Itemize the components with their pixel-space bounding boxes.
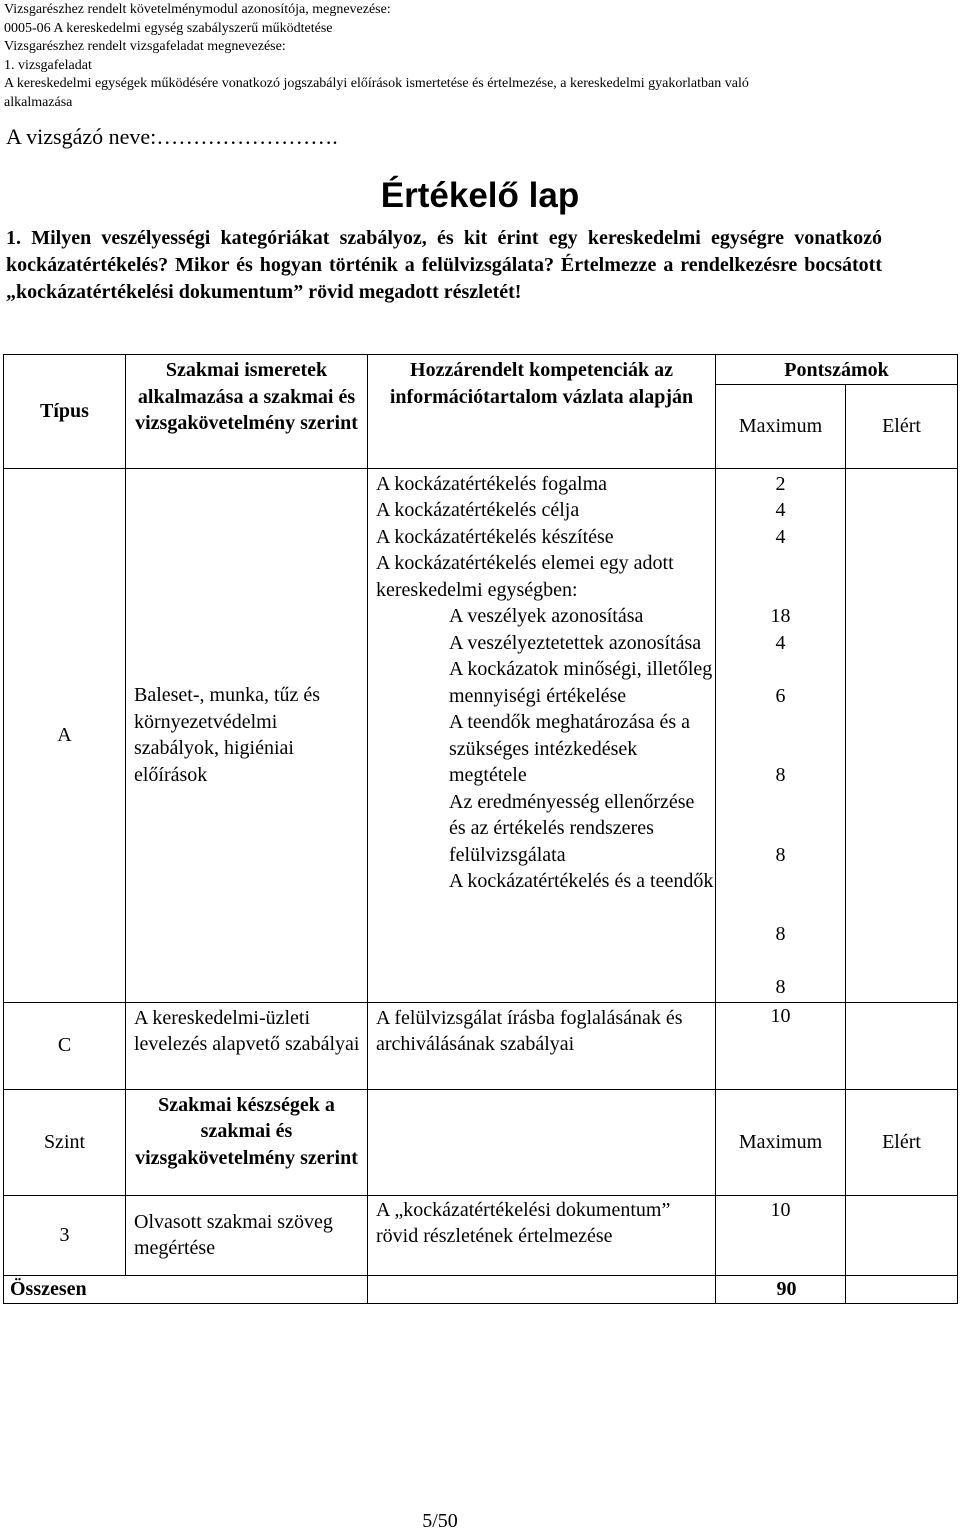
points-value: 4 (775, 631, 786, 654)
total-achieved (846, 1275, 958, 1303)
achieved-a (846, 468, 958, 1002)
skills-achieved-header: Elért (846, 1089, 958, 1195)
points-value: 4 (775, 499, 786, 521)
points-value: 8 (775, 923, 786, 945)
max-points-3: 10 (716, 1195, 846, 1275)
max-header: Maximum (716, 384, 846, 468)
competence-3: A „kockázatértékelési dokumentum” rövid részletének értelmezése (368, 1195, 716, 1275)
page-number: 5/50 (422, 1510, 458, 1532)
header-line: 0005-06 A kereskedelmi egység szabályszerű működtetése (4, 20, 333, 36)
competence-list-a (368, 468, 716, 1002)
points-value: 8 (775, 843, 786, 866)
points-value: 2 (775, 472, 786, 495)
competence-item: A kockázatértékelés készítése (376, 525, 614, 548)
header-line: Vizsgarészhez rendelt követelménymodul azonosítója, megnevezése: (4, 2, 391, 17)
row-type-a: A (4, 468, 126, 1002)
header-line: A kereskedelmi egységek működésére vonatkozó jogszabályi előírások ismertetése és értelmezése, a kereskedelmi gyakorlatban való (4, 76, 749, 91)
points-value: 6 (775, 684, 786, 707)
skills-max-header: Maximum (716, 1089, 846, 1195)
competence-subitem: A veszélyeztetettek azonosítása (449, 631, 702, 654)
competence-header: Hozzárendelt kompetenciák az információtartalom vázlata alapján (368, 355, 716, 469)
skills-header: Szakmai készségek a szakmai és vizsgakövetelmény szerint (126, 1089, 368, 1195)
total-label: Összesen (4, 1275, 368, 1303)
header-line: alkalmazása (4, 94, 73, 110)
points-value: 4 (775, 525, 786, 548)
points-value: 8 (775, 976, 786, 998)
competence-item: A kockázatértékelés célja (376, 499, 580, 521)
skills-competence-header (368, 1089, 716, 1195)
knowledge-c: A kereskedelmi-üzleti levelezés alapvető szabályai (126, 1002, 368, 1089)
competence-subitem: A veszélyek azonosítása (449, 605, 644, 627)
page-title: Értékelő lap (380, 176, 580, 215)
candidate-name-field: A vizsgázó neve:……………………. (6, 124, 338, 149)
header-line: Vizsgarészhez rendelt vizsgafeladat megnevezése: (4, 39, 286, 54)
competence-item: A kockázatértékelés elemei egy adott kereskedelmi egységben: (376, 552, 674, 601)
evaluation-table (3, 354, 958, 1304)
knowledge-a-text: Baleset-, munka, tűz és környezetvédelmi szabályok, higiéniai előírások (134, 684, 321, 786)
knowledge-a (126, 468, 368, 1002)
total-blank (368, 1275, 716, 1303)
row-type-c: C (4, 1002, 126, 1089)
header-line: 1. vizsgafeladat (4, 57, 92, 73)
max-points-c: 10 (716, 1002, 846, 1089)
competence-c: A felülvizsgálat írásba foglalásának és archiválásának szabályai (368, 1002, 716, 1089)
knowledge-header: Szakmai ismeretek alkalmazása a szakmai és vizsgakövetelmény szerint (126, 355, 368, 469)
points-value (716, 550, 845, 603)
points-header: Pontszámok (716, 355, 958, 385)
competence-subitem: Az eredményesség ellenőrzése és az értékelés rendszeres felülvizsgálata (449, 790, 695, 866)
points-value: 8 (775, 764, 786, 786)
type-header: Típus (4, 355, 126, 469)
row-level-3: 3 (4, 1195, 126, 1275)
level-header: Szint (4, 1089, 126, 1195)
achieved-header: Elért (846, 384, 958, 468)
achieved-c (846, 1002, 958, 1089)
question-text: 1. Milyen veszélyességi kategóriákat szabályoz, és kit érint egy kereskedelmi egységre vonatkozó kockázatértékelés? Mikor és hogyan történik a felülvizsgálata? Értelmezze a rendelkezésre bocsátott „kockázatértékelési dokumentum” rövid megadott részletét! (6, 227, 882, 303)
competence-item: A kockázatértékelés fogalma (376, 472, 607, 495)
achieved-3 (846, 1195, 958, 1275)
skill-3: Olvasott szakmai szöveg megértése (126, 1195, 368, 1275)
competence-subitem: A kockázatértékelés és a teendők (449, 870, 714, 892)
total-points: 90 (716, 1275, 846, 1303)
competence-subitem: A teendők meghatározása és a szükséges intézkedések megtétele (449, 711, 691, 786)
points-value: 18 (770, 605, 791, 627)
competence-subitem: A kockázatok minőségi, illetőleg mennyiségi értékelése (449, 658, 713, 707)
max-points-a (716, 468, 846, 1002)
document-header (4, 1, 954, 112)
